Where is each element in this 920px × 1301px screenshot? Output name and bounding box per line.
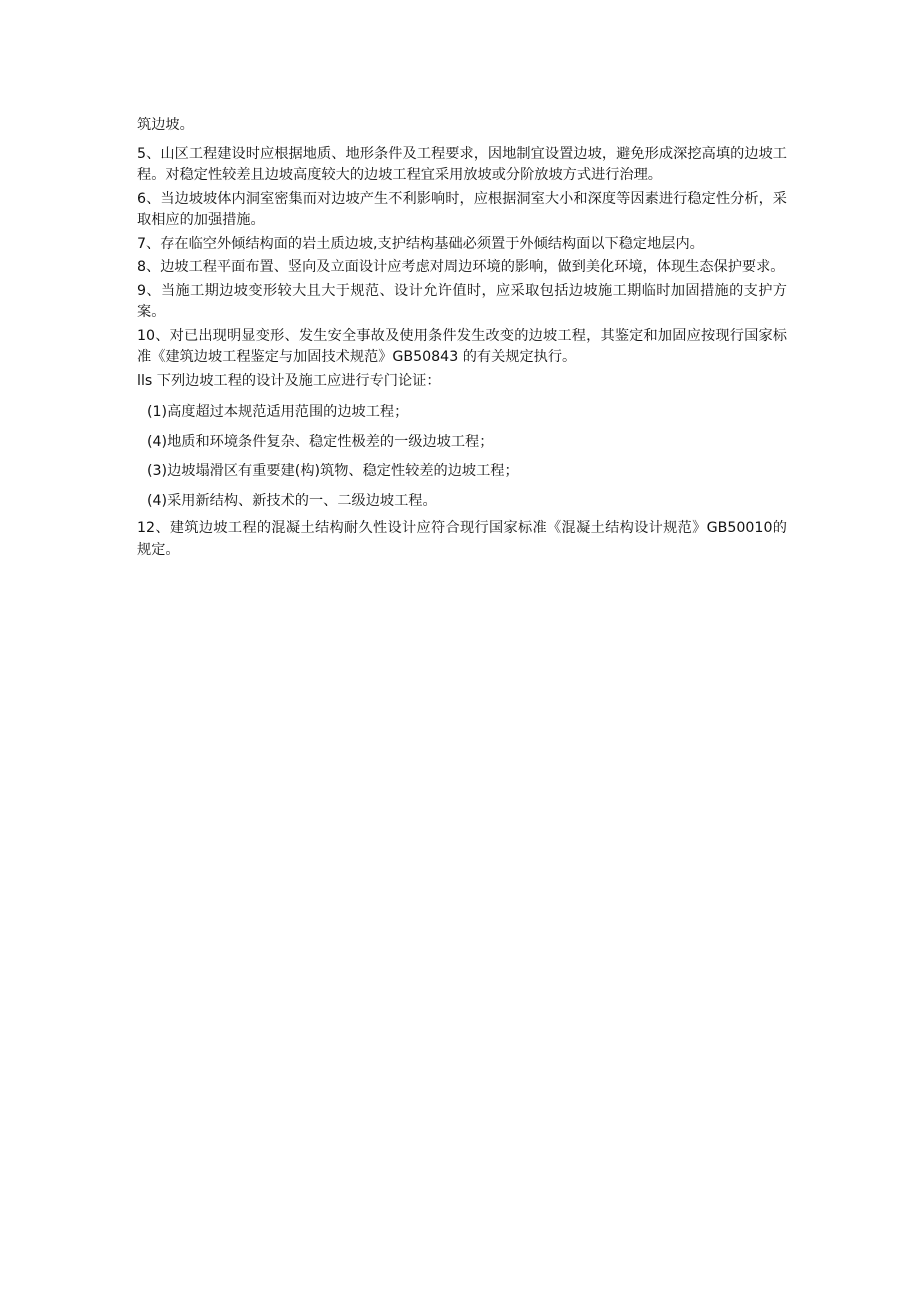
paragraph-item-5: 5、山区工程建设时应根据地质、地形条件及工程要求，因地制宜设置边坡，避免形成深挖高填的边坡工程。对稳定性较差且边坡高度较大的边坡工程宜采用放坡或分阶放坡方式进行治理。 <box>137 145 787 183</box>
paragraph-item-6: 6、当边坡坡体内洞室密集而对边坡产生不利影响时，应根据洞室大小和深度等因素进行稳定性分析，采取相应的加强措施。 <box>137 190 787 228</box>
paragraph-continuation: 筑边坡。 <box>137 117 194 133</box>
document-body <box>137 115 787 563</box>
paragraph-item-9: 9、当施工期边坡变形较大且大于规范、设计允许值时，应采取包括边坡施工期临时加固措施的支护方案。 <box>137 282 787 320</box>
list-item: (1)高度超过本规范适用范围的边坡工程； <box>147 404 409 420</box>
paragraph-item-12: 12、建筑边坡工程的混凝土结构耐久性设计应符合现行国家标准《混凝土结构设计规范》GB50010的规定。 <box>137 520 787 558</box>
list-item: (4)采用新结构、新技术的一、二级边坡工程。 <box>147 492 437 509</box>
paragraph-item-11: lls 下列边坡工程的设计及施工应进行专门论证： <box>137 372 441 389</box>
list-item: (3)边坡塌滑区有重要建(构)筑物、稳定性较差的边坡工程； <box>147 463 519 479</box>
list-item: (4)地质和环境条件复杂、稳定性极差的一级边坡工程； <box>147 433 494 450</box>
paragraph-item-8: 8、边坡工程平面布置、竖向及立面设计应考虑对周边环境的影响，做到美化环境，体现生态保护要求。 <box>137 259 785 275</box>
paragraph-item-10: 10、对已出现明显变形、发生安全事故及使用条件发生改变的边坡工程，其鉴定和加固应按现行国家标准《建筑边坡工程鉴定与加固技术规范》GB50843 的有关规定执行。 <box>137 327 787 365</box>
paragraph-item-7: 7、存在临空外倾结构面的岩土质边坡,支护结构基础必须置于外倾结构面以下稳定地层内。 <box>137 235 704 252</box>
